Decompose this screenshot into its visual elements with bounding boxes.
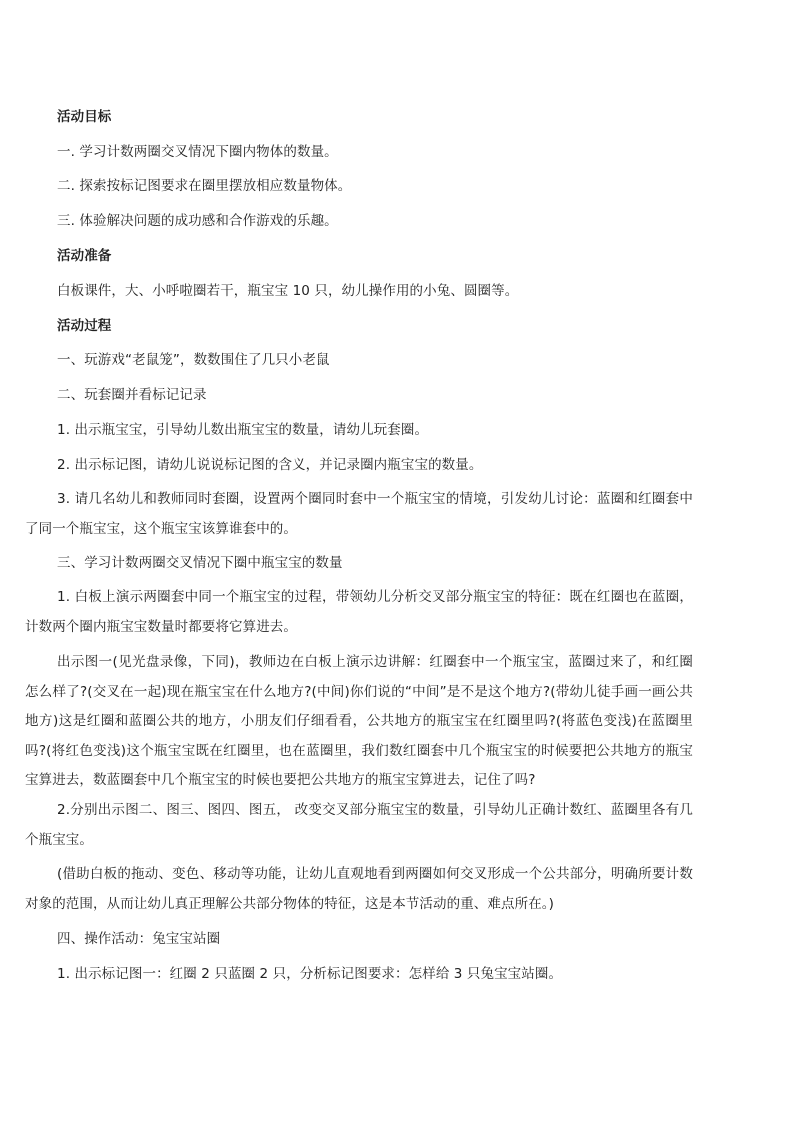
process-step-2-item-3: 3. 请几名幼儿和教师同时套圈，设置两个圈同时套中一个瓶宝宝的情境，引发幼儿讨论：蓝圈和红圈套中了同一个瓶宝宝，这个瓶宝宝该算谁套中的。 bbox=[25, 491, 693, 537]
process-step-3: 三、学习计数两圈交叉情况下圈中瓶宝宝的数量 bbox=[57, 555, 343, 571]
process-step-3-note: (借助白板的拖动、变色、移动等功能，让幼儿直观地看到两圈如何交叉形成一个公共部分，明确所要计数对象的范围，从而让幼儿真正理解公共部分物体的特征，这是本节活动的重、难点所在。) bbox=[25, 866, 693, 912]
heading-activity-preparation: 活动准备 bbox=[57, 248, 112, 264]
goal-item-2: 二. 探索按标记图要求在圈里摆放相应数量物体。 bbox=[57, 178, 352, 194]
process-step-2-item-1: 1. 出示瓶宝宝，引导幼儿数出瓶宝宝的数量，请幼儿玩套圈。 bbox=[57, 422, 429, 438]
process-step-4-item-1: 1. 出示标记图一：红圈 2 只蓝圈 2 只，分析标记图要求：怎样给 3 只兔宝宝站圈。 bbox=[57, 966, 563, 982]
process-step-2: 二、玩套圈并看标记记录 bbox=[57, 387, 207, 403]
goal-item-3: 三. 体验解决问题的成功感和合作游戏的乐趣。 bbox=[57, 213, 338, 229]
process-step-3-item-2: 2.分别出示图二、图三、图四、图五， 改变交叉部分瓶宝宝的数量，引导幼儿正确计数红、蓝圈里各有几个瓶宝宝。 bbox=[25, 802, 693, 848]
process-step-3-item-1: 1. 白板上演示两圈套中同一个瓶宝宝的过程，带领幼儿分析交叉部分瓶宝宝的特征：既在红圈也在蓝圈，计数两个圈内瓶宝宝数量时都要将它算进去。 bbox=[25, 589, 693, 635]
process-step-2-item-2: 2. 出示标记图，请幼儿说说标记图的含义，并记录圈内瓶宝宝的数量。 bbox=[57, 457, 483, 473]
process-step-1: 一、玩游戏“老鼠笼”，数数围住了几只小老鼠 bbox=[57, 352, 330, 368]
process-step-4: 四、操作活动：兔宝宝站圈 bbox=[57, 931, 221, 947]
process-step-3-demo-script: 出示图一(见光盘录像，下同)，教师边在白板上演示边讲解：红圈套中一个瓶宝宝，蓝圈过来了，和红圈怎么样了?(交叉在一起)现在瓶宝宝在什么地方?(中间)你们说的“中间”是不是这个地方?(带幼儿徒手画一画公共地方)这是红圈和蓝圈公共的地方，小朋友们仔细看看，公共地方的瓶宝宝在红圈里吗?(将蓝色变浅)在蓝圈里吗?(将红色变浅)这个瓶宝宝既在红圈里，也在蓝圈里，我们数红圈套中几个瓶宝宝的时候要把公共地方的瓶宝宝算进去，数蓝圈套中几个瓶宝宝的时候也要把公共地方的瓶宝宝算进去，记住了吗? bbox=[25, 654, 693, 788]
heading-activity-process: 活动过程 bbox=[57, 318, 112, 334]
heading-activity-goals: 活动目标 bbox=[57, 109, 112, 125]
preparation-text: 白板课件，大、小呼啦圈若干，瓶宝宝 10 只，幼儿操作用的小兔、圆圈等。 bbox=[57, 283, 519, 299]
goal-item-1: 一. 学习计数两圈交叉情况下圈内物体的数量。 bbox=[57, 144, 338, 160]
